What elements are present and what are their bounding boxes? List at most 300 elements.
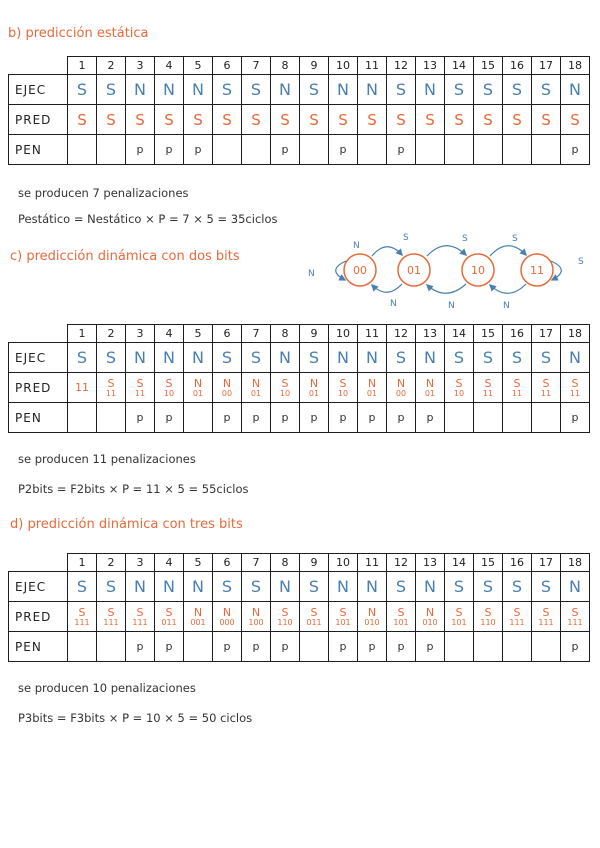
pred-value: S — [78, 605, 86, 619]
row-label: PRED — [9, 373, 68, 403]
penalty-count-d: se producen 10 penalizaciones — [18, 681, 196, 695]
col-header: 18 — [561, 554, 590, 572]
pred-value: S — [484, 376, 492, 390]
col-header: 15 — [474, 325, 503, 343]
pred-state: 01 — [250, 388, 262, 398]
corner-cell — [9, 57, 68, 75]
row-label: PRED — [9, 105, 68, 135]
ejec-cell: S — [532, 75, 561, 105]
pred-stack — [445, 607, 473, 627]
table-static — [8, 56, 590, 165]
ejec-cell: N — [271, 572, 300, 602]
pen-cell — [242, 135, 271, 165]
pred-cell — [474, 373, 503, 403]
pred-cell — [416, 602, 445, 632]
ejec-cell: S — [532, 343, 561, 373]
pred-state: 011 — [161, 617, 177, 627]
pen-cell — [184, 403, 213, 433]
pred-cell: S — [184, 105, 213, 135]
pred-stack — [532, 607, 560, 627]
pred-state: 010 — [422, 617, 438, 627]
ejec-cell: S — [387, 572, 416, 602]
ejec-cell: S — [503, 75, 532, 105]
pred-cell — [358, 373, 387, 403]
pred-state: 01 — [192, 388, 204, 398]
pred-cell — [329, 602, 358, 632]
col-header: 17 — [532, 554, 561, 572]
col-header: 13 — [416, 325, 445, 343]
pred-value: N — [193, 376, 203, 390]
col-header: 9 — [300, 325, 329, 343]
pred-stack — [329, 607, 357, 627]
pred-cell — [155, 373, 184, 403]
ejec-cell: N — [561, 572, 590, 602]
pen-cell: p — [358, 632, 387, 662]
ejec-cell: S — [474, 572, 503, 602]
pred-cell: S — [155, 105, 184, 135]
pred-stack — [97, 607, 125, 627]
pred-cell — [242, 602, 271, 632]
pen-cell — [532, 632, 561, 662]
pen-cell: p — [126, 632, 155, 662]
penalty-count-c: se producen 11 penalizaciones — [18, 452, 196, 466]
pred-cell: S — [474, 105, 503, 135]
pred-value: N — [222, 605, 232, 619]
col-header: 10 — [329, 554, 358, 572]
col-header: 11 — [358, 57, 387, 75]
pred-cell — [213, 602, 242, 632]
ejec-cell: S — [97, 572, 126, 602]
pred-state: 11 — [540, 388, 552, 398]
pred-state: 010 — [364, 617, 380, 627]
pen-row — [9, 403, 590, 433]
pen-cell: p — [213, 632, 242, 662]
pred-cell — [184, 602, 213, 632]
ejec-cell: S — [97, 75, 126, 105]
col-header: 18 — [561, 57, 590, 75]
pred-cell — [271, 602, 300, 632]
ejec-row — [9, 75, 590, 105]
label-s-1: S — [403, 233, 409, 243]
pred-cell: S — [68, 105, 97, 135]
col-header: 14 — [445, 57, 474, 75]
pred-value: S — [484, 605, 492, 619]
pred-value: N — [193, 605, 203, 619]
corner-cell — [9, 554, 68, 572]
pred-state: 110 — [277, 617, 293, 627]
pred-cell: S — [416, 105, 445, 135]
pred-state: 00 — [221, 388, 233, 398]
pred-stack — [387, 607, 415, 627]
col-header: 7 — [242, 57, 271, 75]
pen-cell: p — [242, 403, 271, 433]
col-header: 4 — [155, 325, 184, 343]
pred-cell — [387, 373, 416, 403]
pred-value: N — [309, 376, 319, 390]
pred-stack — [242, 378, 270, 398]
pen-cell — [532, 403, 561, 433]
arrow-01-00 — [372, 284, 402, 292]
fsm-diagram — [300, 232, 595, 312]
pred-cell — [126, 602, 155, 632]
pred-row — [9, 105, 590, 135]
pen-cell: p — [184, 135, 213, 165]
label-n-2: N — [448, 301, 455, 311]
pen-cell: p — [126, 135, 155, 165]
col-header: 5 — [184, 325, 213, 343]
pen-row — [9, 632, 590, 662]
ejec-cell: S — [68, 572, 97, 602]
pred-cell — [503, 373, 532, 403]
col-header: 13 — [416, 554, 445, 572]
ejec-cell: N — [155, 572, 184, 602]
row-label: EJEC — [9, 343, 68, 373]
pred-stack — [155, 378, 183, 398]
pen-cell: p — [387, 135, 416, 165]
pred-cell — [445, 373, 474, 403]
col-header: 7 — [242, 554, 271, 572]
ejec-cell: N — [184, 572, 213, 602]
col-header: 6 — [213, 554, 242, 572]
pred-value: S — [165, 376, 173, 390]
row-label: PEN — [9, 135, 68, 165]
pen-cell — [213, 135, 242, 165]
pred-stack — [503, 378, 531, 398]
pen-cell — [300, 135, 329, 165]
pred-state: 10 — [453, 388, 465, 398]
pred-state: 111 — [132, 617, 148, 627]
pred-state: 101 — [451, 617, 467, 627]
ejec-cell: S — [387, 75, 416, 105]
pred-cell: S — [242, 105, 271, 135]
pred-stack — [271, 607, 299, 627]
ejec-cell: S — [445, 572, 474, 602]
col-header: 5 — [184, 57, 213, 75]
pred-state: 110 — [480, 617, 496, 627]
pred-cell — [503, 602, 532, 632]
pen-cell — [474, 135, 503, 165]
ejec-cell: S — [474, 343, 503, 373]
pred-value: S — [310, 605, 318, 619]
ejec-cell: S — [387, 343, 416, 373]
pred-value: S — [571, 376, 579, 390]
pred-stack — [300, 378, 328, 398]
pred-cell — [242, 373, 271, 403]
col-header: 6 — [213, 57, 242, 75]
pred-cell: S — [387, 105, 416, 135]
pred-value: N — [425, 605, 435, 619]
col-header: 13 — [416, 57, 445, 75]
col-header: 9 — [300, 57, 329, 75]
pred-value: S — [455, 376, 463, 390]
pen-cell — [416, 135, 445, 165]
ejec-cell: N — [329, 343, 358, 373]
col-header: 10 — [329, 57, 358, 75]
pred-row — [9, 602, 590, 632]
pred-state: 000 — [219, 617, 235, 627]
pred-value: S — [107, 605, 115, 619]
col-header: 18 — [561, 325, 590, 343]
pred-state: 111 — [74, 617, 90, 627]
pred-state: 111 — [567, 617, 583, 627]
pen-cell: p — [416, 403, 445, 433]
pred-value: S — [513, 605, 521, 619]
col-header: 16 — [503, 57, 532, 75]
pred-cell: S — [329, 105, 358, 135]
label-n-3: N — [503, 301, 510, 311]
col-header: 1 — [68, 554, 97, 572]
pen-cell: p — [561, 135, 590, 165]
pen-cell — [474, 403, 503, 433]
ejec-cell: S — [213, 572, 242, 602]
pen-cell: p — [271, 403, 300, 433]
col-header: 16 — [503, 325, 532, 343]
pred-cell — [300, 373, 329, 403]
ejec-cell: S — [532, 572, 561, 602]
label-s-self: S — [578, 257, 584, 267]
col-header: 10 — [329, 325, 358, 343]
arrow-01-10 — [427, 246, 466, 256]
pred-stack — [213, 607, 241, 627]
pred-value: N — [396, 376, 406, 390]
pred-stack — [271, 378, 299, 398]
pred-state: 100 — [248, 617, 264, 627]
pred-value: S — [397, 605, 405, 619]
col-header: 8 — [271, 57, 300, 75]
pred-cell: S — [271, 105, 300, 135]
col-header: 8 — [271, 325, 300, 343]
row-label: PEN — [9, 403, 68, 433]
pred-row — [9, 373, 590, 403]
pred-stack — [68, 607, 96, 627]
state-11-label: 11 — [530, 264, 544, 277]
pred-state: 11 — [511, 388, 523, 398]
ejec-cell: N — [358, 343, 387, 373]
pen-cell — [503, 135, 532, 165]
col-header: 14 — [445, 325, 474, 343]
corner-cell — [9, 325, 68, 343]
pred-cell: S — [503, 105, 532, 135]
pred-value: N — [251, 605, 261, 619]
ejec-cell: S — [242, 343, 271, 373]
pred-stack — [445, 378, 473, 398]
ejec-cell: S — [68, 343, 97, 373]
pen-cell: p — [329, 403, 358, 433]
ejec-cell: N — [416, 572, 445, 602]
label-n-self: N — [308, 269, 315, 279]
pred-cell — [561, 373, 590, 403]
pred-stack — [416, 607, 444, 627]
pred-stack — [184, 607, 212, 627]
pred-cell — [358, 602, 387, 632]
col-header: 3 — [126, 325, 155, 343]
pred-value: S — [107, 376, 115, 390]
ejec-cell: S — [300, 75, 329, 105]
pred-value: N — [251, 376, 261, 390]
pred-cell — [416, 373, 445, 403]
pred-cell — [474, 602, 503, 632]
pred-value: S — [339, 376, 347, 390]
state-00-label: 00 — [353, 264, 367, 277]
pen-cell: p — [358, 403, 387, 433]
pred-cell: S — [213, 105, 242, 135]
pen-cell: p — [561, 403, 590, 433]
pred-stack — [387, 378, 415, 398]
pen-cell — [68, 403, 97, 433]
pen-cell: p — [155, 632, 184, 662]
pred-stack — [416, 378, 444, 398]
pred-cell — [445, 602, 474, 632]
pred-value: S — [281, 376, 289, 390]
pred-state: 101 — [393, 617, 409, 627]
pred-state: 00 — [395, 388, 407, 398]
ejec-cell: N — [561, 75, 590, 105]
pred-cell: S — [532, 105, 561, 135]
pen-cell — [68, 632, 97, 662]
col-header: 11 — [358, 554, 387, 572]
pred-state: 01 — [424, 388, 436, 398]
pen-cell — [445, 135, 474, 165]
pred-cell — [387, 602, 416, 632]
table-three-bit — [8, 553, 590, 662]
heading-d: d) predicción dinámica con tres bits — [10, 517, 243, 532]
label-n-top: N — [353, 241, 360, 251]
pred-value: S — [339, 605, 347, 619]
pen-cell: p — [329, 135, 358, 165]
pen-cell — [358, 135, 387, 165]
pred-state: 011 — [306, 617, 322, 627]
pred-cell — [97, 602, 126, 632]
pen-cell — [474, 632, 503, 662]
pen-cell: p — [155, 403, 184, 433]
pred-state: 10 — [337, 388, 349, 398]
pen-cell: p — [271, 632, 300, 662]
pen-cell: p — [561, 632, 590, 662]
state-10-label: 10 — [471, 264, 485, 277]
label-n-1: N — [390, 299, 397, 309]
col-header: 2 — [97, 325, 126, 343]
ejec-cell: S — [213, 343, 242, 373]
pred-stack — [184, 378, 212, 398]
pen-cell — [68, 135, 97, 165]
pred-stack — [97, 378, 125, 398]
pred-stack — [474, 607, 502, 627]
ejec-cell: S — [242, 572, 271, 602]
pen-cell: p — [213, 403, 242, 433]
pen-cell — [445, 632, 474, 662]
ejec-cell: S — [503, 343, 532, 373]
heading-c: c) predicción dinámica con dos bits — [10, 249, 240, 264]
ejec-cell: N — [358, 572, 387, 602]
pred-cell — [126, 373, 155, 403]
pen-cell — [184, 632, 213, 662]
pen-cell — [532, 135, 561, 165]
pred-cell: S — [561, 105, 590, 135]
col-header: 9 — [300, 554, 329, 572]
pen-cell: p — [242, 632, 271, 662]
pen-cell — [503, 403, 532, 433]
pred-state: 11 — [569, 388, 581, 398]
ejec-cell: S — [445, 75, 474, 105]
pred-state: 001 — [190, 617, 206, 627]
pen-cell — [97, 632, 126, 662]
pen-cell: p — [126, 403, 155, 433]
pen-cell: p — [155, 135, 184, 165]
pred-state: 101 — [335, 617, 351, 627]
col-header: 2 — [97, 554, 126, 572]
ejec-cell: N — [126, 75, 155, 105]
ejec-cell: S — [474, 75, 503, 105]
label-s-2: S — [462, 234, 468, 244]
ejec-cell: N — [271, 75, 300, 105]
arrow-11-10 — [490, 284, 526, 293]
pred-state: 01 — [366, 388, 378, 398]
ejec-cell: N — [155, 75, 184, 105]
pred-value: S — [513, 376, 521, 390]
pred-value: N — [367, 605, 377, 619]
pred-stack — [561, 607, 589, 627]
pred-state: 111 — [509, 617, 525, 627]
col-header: 4 — [155, 554, 184, 572]
pred-value: 11 — [75, 381, 89, 394]
pred-stack — [155, 607, 183, 627]
pred-value: S — [136, 376, 144, 390]
pred-value: S — [542, 605, 550, 619]
label-s-3: S — [512, 234, 518, 244]
ejec-cell: N — [126, 343, 155, 373]
pen-cell: p — [416, 632, 445, 662]
pred-state: 11 — [482, 388, 494, 398]
pred-cell — [184, 373, 213, 403]
pen-cell: p — [300, 403, 329, 433]
pred-state: 01 — [308, 388, 320, 398]
pred-cell: S — [358, 105, 387, 135]
col-header: 16 — [503, 554, 532, 572]
pred-cell — [68, 373, 97, 403]
arrow-10-01 — [427, 284, 466, 293]
col-header: 17 — [532, 57, 561, 75]
pred-stack — [126, 378, 154, 398]
row-label: EJEC — [9, 572, 68, 602]
state-01-label: 01 — [407, 264, 421, 277]
ejec-cell: N — [126, 572, 155, 602]
pred-state: 111 — [103, 617, 119, 627]
ejec-cell: S — [97, 343, 126, 373]
pen-cell: p — [387, 632, 416, 662]
pred-value: S — [571, 605, 579, 619]
pred-cell — [532, 373, 561, 403]
col-header: 3 — [126, 554, 155, 572]
pred-stack — [358, 378, 386, 398]
pen-cell — [503, 632, 532, 662]
col-header: 6 — [213, 325, 242, 343]
col-header: 15 — [474, 554, 503, 572]
col-header: 8 — [271, 554, 300, 572]
pred-value: S — [281, 605, 289, 619]
arrow-00-01 — [372, 247, 402, 256]
ejec-cell: S — [503, 572, 532, 602]
ejec-cell: N — [329, 572, 358, 602]
pred-value: S — [165, 605, 173, 619]
formula-b: Pestático = Nestático × P = 7 × 5 = 35ciclos — [18, 212, 278, 226]
pred-state: 111 — [538, 617, 554, 627]
pred-cell: S — [126, 105, 155, 135]
pred-stack — [126, 607, 154, 627]
pred-cell — [561, 602, 590, 632]
formula-c: P2bits = F2bits × P = 11 × 5 = 55ciclos — [18, 482, 249, 496]
pen-cell — [97, 135, 126, 165]
ejec-cell: N — [358, 75, 387, 105]
